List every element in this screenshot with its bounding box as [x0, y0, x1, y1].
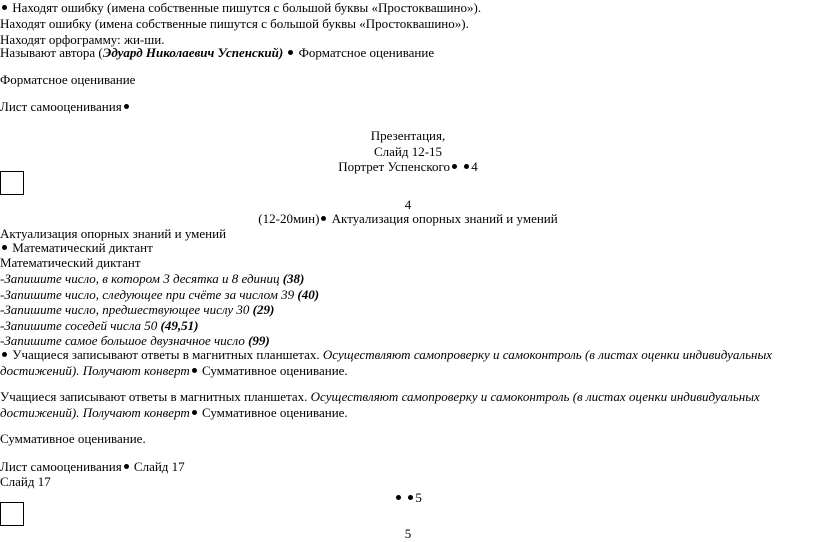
- answer: (40): [297, 287, 320, 302]
- line-text: Актуализация опорных знаний и умений: [331, 211, 558, 226]
- centered-line: [0, 144, 816, 160]
- text-line: [0, 240, 153, 256]
- answer: (38): [282, 271, 305, 286]
- line-text: -Запишите число, в котором 3 десятка и 8 единиц: [0, 271, 283, 286]
- bullet-icon: [124, 104, 129, 109]
- line-text: Находят ошибку (имена собственные пишутся с большой буквы «Простоквашино»).: [12, 0, 482, 15]
- line-text: Слайд 17: [0, 474, 51, 489]
- line-text: 5: [415, 490, 422, 505]
- line-text: Презентация,: [370, 128, 446, 143]
- bullet-icon: [2, 5, 7, 10]
- line-text: Лист самооценивания: [0, 99, 122, 114]
- centered-line: [0, 159, 816, 175]
- line-text: 4: [404, 197, 412, 212]
- text-line: [0, 405, 348, 421]
- answer: (29): [252, 302, 275, 317]
- bullet-icon: [288, 50, 293, 55]
- line-text: Учащиеся записывают ответы в магнитных планшетах.: [0, 389, 311, 404]
- line-text: -Запишите число, следующее при счёте за числом 39: [0, 287, 298, 302]
- text-line: [0, 16, 469, 32]
- line-text: Осуществляют самопроверку и самоконтроль (в листах оценки индивидуальных: [322, 347, 773, 362]
- text-line: [0, 347, 772, 363]
- bullet-icon: [396, 495, 401, 500]
- text-line: [0, 459, 185, 475]
- line-text: Суммативное оценивание.: [201, 363, 348, 378]
- text-line: [0, 72, 135, 88]
- line-text: достижений). Получают конверт: [0, 363, 190, 378]
- line-text: Лист самооценивания: [0, 459, 122, 474]
- text-line: [0, 431, 146, 447]
- centered-line: [0, 211, 816, 227]
- line-text: Находят ошибку (имена собственные пишутся с большой буквы «Простоквашино»).: [0, 16, 469, 31]
- text-line: [0, 474, 51, 490]
- text-line: [0, 389, 760, 405]
- text-line: [0, 363, 348, 379]
- line-text: 5: [404, 526, 412, 541]
- line-text: Слайд 17: [133, 459, 185, 474]
- text-line: [0, 45, 434, 61]
- line-text: Учащиеся записывают ответы в магнитных планшетах.: [12, 347, 323, 362]
- line-text: -Запишите число, предшествующее числу 30: [0, 302, 253, 317]
- text-line: [0, 255, 141, 271]
- line-text: Суммативное оценивание.: [201, 405, 348, 420]
- line-text: -Запишите соседей числа 50: [0, 318, 161, 333]
- bullet-icon: [464, 164, 469, 169]
- line-text: Форматсное оценивание: [0, 72, 136, 87]
- answer: (99): [248, 333, 270, 348]
- line-text: 4: [471, 159, 478, 174]
- line-text: Портрет Успенского: [338, 159, 451, 174]
- dictation-item: [0, 287, 319, 303]
- line-text: (12-20мин): [258, 211, 320, 226]
- checkbox-square: [0, 502, 24, 526]
- line-text: -Запишите самое большое двузначное число: [0, 333, 249, 348]
- line-text: Форматсное оценивание: [298, 45, 435, 60]
- line-text: Актуализация опорных знаний и умений: [0, 226, 227, 241]
- line-text: Находят орфограмму: жи-ши.: [0, 32, 165, 47]
- bullet-icon: [192, 410, 197, 415]
- centered-line: [0, 490, 816, 506]
- bullet-icon: [2, 352, 7, 357]
- bullet-icon: [321, 216, 326, 221]
- bullet-icon: [124, 464, 129, 469]
- bullet-icon: [192, 368, 197, 373]
- line-text: Математический диктант: [0, 255, 141, 270]
- checkbox-square: [0, 171, 24, 195]
- line-text: Называют автора (: [0, 45, 103, 60]
- bullet-icon: [2, 245, 7, 250]
- text-line: [0, 99, 131, 115]
- text-line: [0, 0, 481, 16]
- dictation-item: [0, 302, 274, 318]
- line-text: Математический диктант: [12, 240, 153, 255]
- line-text: Суммативное оценивание.: [0, 431, 146, 446]
- line-text: Слайд 12-15: [373, 144, 443, 159]
- bullet-icon: [452, 164, 457, 169]
- line-text: достижений). Получают конверт: [0, 405, 190, 420]
- centered-line: [0, 128, 816, 144]
- dictation-item: [0, 318, 198, 334]
- author-name: Эдуард Николаевич Успенский): [102, 45, 284, 60]
- bullet-icon: [408, 495, 413, 500]
- line-text: Осуществляют самопроверку и самоконтроль (в листах оценки индивидуальных: [310, 389, 760, 404]
- answer: (49,51): [160, 318, 199, 333]
- dictation-item: [0, 271, 304, 287]
